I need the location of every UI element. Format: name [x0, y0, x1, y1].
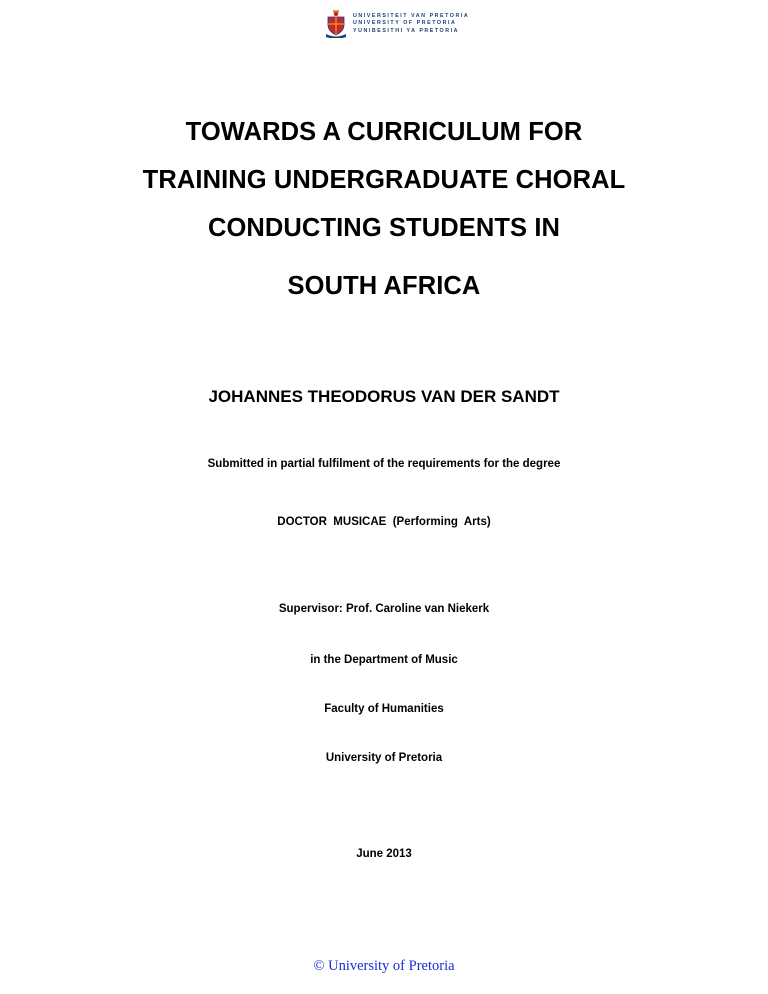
title-line-2: TRAINING UNDERGRADUATE CHORAL: [142, 166, 626, 194]
title-line-4: SOUTH AFRICA: [287, 272, 481, 300]
university-logo: [326, 9, 469, 39]
degree-name: DOCTOR MUSICAE (Performing Arts): [277, 516, 491, 528]
faculty: Faculty of Humanities: [324, 703, 444, 715]
logo-text: [353, 13, 469, 35]
university-crest-icon: [326, 10, 346, 38]
title-line-3: CONDUCTING STUDENTS IN: [207, 214, 561, 242]
copyright-footer: © University of Pretoria: [313, 958, 455, 974]
title-line-1: TOWARDS A CURRICULUM FOR: [185, 118, 583, 146]
university: University of Pretoria: [325, 752, 443, 764]
author-name: JOHANNES THEODORUS VAN DER SANDT: [208, 387, 560, 406]
department: in the Department of Music: [310, 654, 458, 666]
logo-line-sepedi: YUNIBESITHI YA PRETORIA: [353, 27, 459, 34]
logo-line-afrikaans: UNIVERSITEIT VAN PRETORIA: [353, 12, 470, 19]
logo-line-english: UNIVERSITY OF PRETORIA: [353, 20, 457, 27]
submission-date: June 2013: [356, 848, 412, 860]
supervisor: Supervisor: Prof. Caroline van Niekerk: [278, 603, 490, 615]
submission-statement: Submitted in partial fulfilment of the requirements for the degree: [207, 458, 561, 470]
